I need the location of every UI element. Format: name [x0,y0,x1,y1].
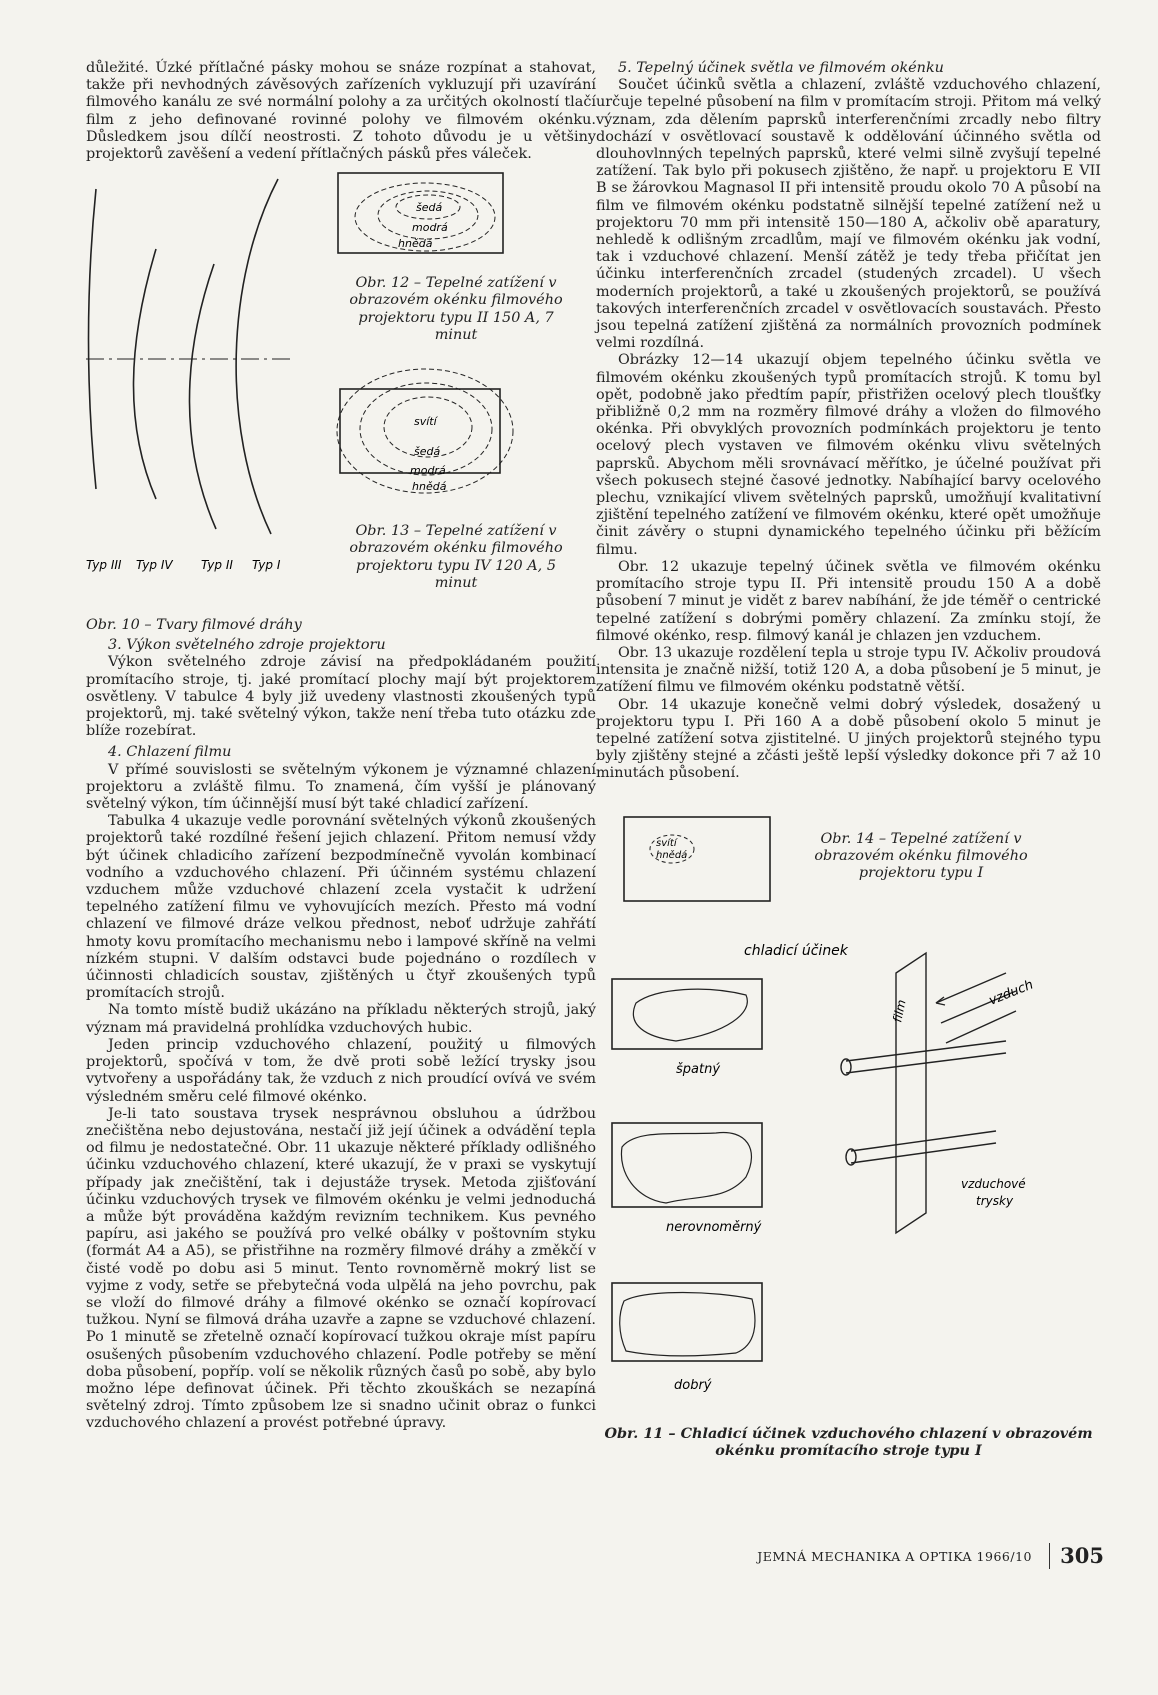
fig12-label-modra: modrá [412,221,448,235]
page-footer [730,1543,1104,1569]
section-3-paragraph: Výkon světelného zdroje závisí na předpokládaném použití promítacího stroje, tj. jaké promítací plochy mají být projektorem osvětleny. V tabulce 4 byly již uvedeny vlastnosti zkoušených typů projektorů, mj. také světelný výkon, takže není třeba tuto otázku zde blíže rozebírat. [86,654,596,740]
section-5-paragraph-2: Obrázky 12—14 ukazují objem tepelného účinku světla ve filmovém okénku zkoušených typů promítacích strojů. K tomu byl opět, podobně jako předtím papír, přistřižen ocelový plech tloušťky přibližně 0,2 mm na rozměry filmové dráhy a vložen do filmového okénka. Při obvyklých provozních podmínkách projektoru je tento ocelový plech vystaven ve filmovém okénku vlivu světelných paprsků. Abychom měli srovnávací měřítko, je účelné používat při všech pokusech stejné časové jednotky. Nabíhající barvy ocelového plechu, vznikající vlivem světelných paprsků, umožňují kvalitativní zjištění tepelného zatížení ve filmovém okénku, které opět umožňuje činit závěry o stupni dynamického tepelného účinku při běžícím filmu. [596,352,1101,558]
fig10-label-typ-iii: Typ III [86,558,122,573]
fig13-label-hneda: hnědá [412,480,447,494]
fig10-label-typ-ii: Typ II [201,558,233,573]
section-4-paragraph-2: Tabulka 4 ukazuje vedle porovnání světelných výkonů zkoušených projektorů také rozdílné řešení jejich chlazení. Přitom nemusí vždy být účinek chladicího zařízení bezpodmínečně vyvolán kombinací vodního a vzduchového chlazení. Při účinném systému chlazení vzduchem může vzduchové chlazení zcela vystačit k udržení tepelného zatížení filmu ve vyhovujících mezích. Přesto má vodní chlazení ve filmové dráze velkou přednost, neboť udržuje zahřátí hmoty kovu promítacího mechanismu nebo i lampové skříně na velmi nízkém stupni. V dalším odstavci bude pojednáno o rozdílech v účinnosti chladicích soustav, zjištěných u čtyř zkoušených typů promítacích strojů. [86,813,596,1002]
fig13-caption: Obr. 13 – Tepelné zatížení v obrazovém okénku filmového projektoru typu IV 120 A, 5 minut [349,523,563,591]
fig13-label-seda: šedá [414,445,441,459]
fig11-label-nerovnomerny: nerovnoměrný [666,1219,762,1235]
section-4-paragraph-1: V přímé souvislosti se světelným výkonem je významné chlazení projektoru a zvláště filmu. To znamená, čím vyšší je plánovaný světelný výkon, tím účinnější musí být také chladicí zařízení. [86,761,596,813]
fig14-label-hneda: hnědá [656,849,688,861]
fig12-caption: Obr. 12 – Tepelné zatížení v obrazovém okénku filmového projektoru typu II 150 A, 7 minut [349,275,563,343]
figure-area-left [86,163,596,633]
section-4-paragraph-4: Jeden princip vzduchového chlazení, použitý u filmových projektorů, spočívá v tom, že dvě proti sobě ležící trysky jsou vytvořeny a uspořádány tak, že vzduch z nich proudící ovívá ve svém výsledném směru celé filmové okénko. [86,1036,596,1105]
fig10-caption: Obr. 10 – Tvary filmové dráhy [86,617,302,634]
section-5-paragraph-1: Součet účinků světla a chlazení, zvláště vzduchového chlazení, určuje tepelné působení na film v promítacím stroji. Přitom má velký význam, zda dělením paprsků interferenčními zrcadly nebo filtry dochází v osvětlovací soustavě k oddělování účinného světla od dlouhovlnných tepelných paprsků, které velmi silně zvyšují tepelné zatížení. Tak bylo při pokusech zjištěno, že např. u projektoru E VII B se žárovkou Magnasol II při intensitě proudu okolo 70 A působí na film ve filmovém okénku podstatně silnější tepelné zatížení než u projektoru 70 mm při intensitě 150—180 A, ačkoliv obě aparatury, nehledě k odlišným zrcadlům, mají ve filmovém okénku jak vodní, tak i vzduchové chlazení. Menší zátěž je tedy třeba přičítat jen účinku interferenčních zrcadel (studených zrcadel). U všech moderních projektorů, a také u zkoušených projektorů, se používá takových interferenčních zrcadel v osvětlovacích soustavách. Přesto jsou tepelná zatížení zjištěná za normálních provozních podmínek velmi rozdílná. [596,77,1101,352]
fig13-heat-diagram [330,363,520,498]
figure-area-right [596,783,1101,1483]
section-5-paragraph-4: Obr. 13 ukazuje rozdělení tepla u stroje typu IV. Ačkoliv proudová intensita je značně nižší, totiž 120 A, a doba působení je 5 minut, je zatížení filmu ve filmovém okénku podstatně větší. [596,644,1101,696]
fig11-label-spatny: špatný [676,1061,721,1077]
fig11-label-vzduch: vzduch [986,976,1036,1009]
page-number: 305 [1049,1543,1104,1569]
section-5-paragraph-5: Obr. 14 ukazuje konečně velmi dobrý výsledek, dosažený u projektoru typu I. Při 160 A a době působení okolo 5 minut je tepelné zatížení sotva zjistitelné. U jiných projektorů stejného typu byly zjištěny stejné a zčásti ještě lepší výsledky dokonce při 7 až 10 minutách působení. [596,696,1101,782]
fig12-label-seda: šedá [416,201,443,215]
fig10-label-typ-i: Typ I [252,558,281,573]
section-4-paragraph-5: Je-li tato soustava trysek nesprávnou obsluhou a údržbou znečištěna nebo dejustována, nestačí již její účinek a odvádění tepla od filmu je nedostatečné. Obr. 11 ukazuje některé příklady odlišného účinku vzduchového chlazení, které ukazují, že v praxi se vyskytují případy jak znečištění, tak i dejustáže trysek. Metoda zjišťování účinku vzduchových trysek ve filmovém okénku je velmi jednoduchá a může být prováděna každým revizním technikem. Kus pevného papíru, asi jakého se používá pro velké obálky v poštovním styku (formát A4 a A5), se přistřihne na rozměry filmové dráhy a změkčí v čisté vodě po dobu asi 5 minut. Tento rovnoměrně mokrý list se vyjme z vody, setře se přebytečná voda ulpělá na jeho povrchu, pak se vloží do filmové dráhy a filmové okénko se označí kopírovací tužkou. Nyní se filmová dráha uzavře a zapne se vzduchové chlazení. Po 1 minutě se zřetelně označí kopírovací tužkou okraje míst papíru osušených působením vzduchového chlazení. Podle potřeby se mění doba působení, popříp. volí se několik různých časů po sobě, aby bylo možno lépe definovat účinek. Při těchto zkouškách se nezapíná světelný zdroj. Tímto způsobem lze si snadno učinit obraz o funkci vzduchového chlazení a provést potřebné úpravy. [86,1105,596,1432]
fig14-heat-diagram [622,815,774,905]
section-4-title: 4. Chlazení filmu [108,744,232,761]
section-5-title: 5. Tepelný účinek světla ve filmovém okénku [618,60,944,76]
fig11-caption: Obr. 11 – Chladicí účinek vzduchového chlazení v obrazovém okénku promítacího stroje typu I [604,1424,1093,1459]
fig12-label-hneda: hnědá [398,237,433,251]
section-4-paragraph-3: Na tomto místě budiž ukázáno na příkladu některých strojů, jaký význam má pravidelná prohlídka vzduchových hubic. [86,1002,596,1036]
fig13-label-modra: modrá [410,464,446,478]
fig11-label-vzduchove: vzduchové [961,1176,1026,1191]
fig14-caption: Obr. 14 – Tepelné zatížení v obrazovém okénku filmového projektoru typu I [814,830,1028,881]
fig13-label-sviti: svítí [414,415,437,429]
fig11-label-film: film [890,997,909,1024]
journal-name: JEMNÁ MECHANIKA A OPTIKA 1966/10 [757,1549,1032,1564]
film-path-shapes-drawing [86,169,296,589]
section-5-paragraph-3: Obr. 12 ukazuje tepelný účinek světla ve filmovém okénku promítacího stroje typu II. Při intensitě proudu 150 A a době působení 7 minut je vidět z barev nabíhání, že jde téměř o centrické tepelné zatížení s dobrými poměry chlazení. Za zmínku stojí, že filmové okénko, resp. filmový kanál je chlazen jen vzduchem. [596,558,1101,644]
fig11-label-dobry: dobrý [674,1377,712,1393]
fig11-label-chladici-ucinek: chladicí účinek [744,942,848,959]
paragraph-intro: důležité. Úzké přítlačné pásky mohou se snáze rozpínat a stahovat, takže při nevhodných závěsových zařízeních vykluzují při uzavírání filmového kanálu ze své normální polohy a za určitých okolností tlačí film z jeho definované rovinné polohy ve filmovém okénku. Důsledkem jsou dílčí neostrosti. Z tohoto důvodu je u většiny projektorů zavěšení a vedení přítlačných pásků přes váleček. [86,60,596,163]
fig11-cooling-diagram [596,933,1101,1413]
fig10-label-typ-iv: Typ IV [136,558,173,573]
fig12-heat-diagram [330,167,520,257]
fig11-label-trysky: trysky [976,1193,1014,1208]
fig14-label-sviti: svítí [656,837,677,849]
right-column [596,60,1101,1483]
section-3-title: 3. Výkon světelného zdroje projektoru [108,637,386,654]
left-column [86,60,596,1433]
